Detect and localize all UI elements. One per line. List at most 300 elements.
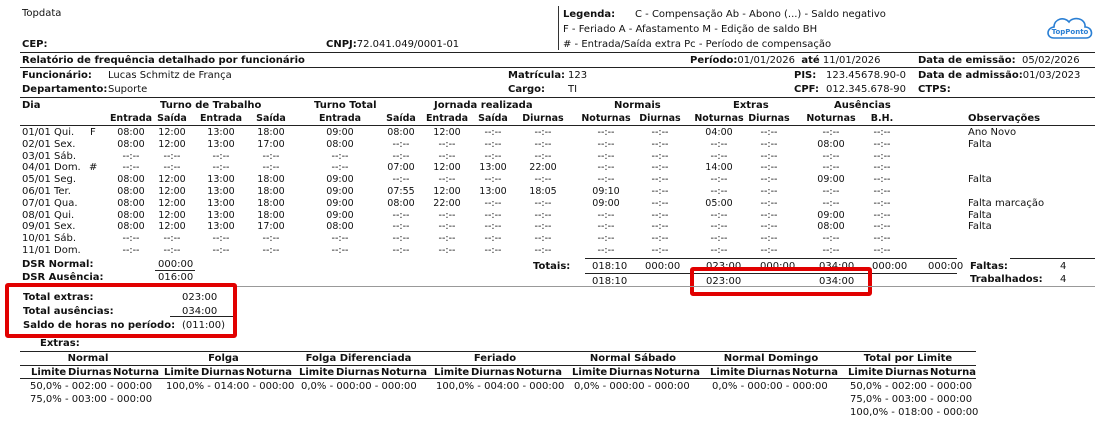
row-7-turno-entrada-1: 08:00 [117, 209, 145, 221]
divider-4 [20, 125, 1095, 126]
subheader-normais-diurnas: Noturnas [581, 113, 631, 124]
row-4-extras-diurnas: --:-- [710, 174, 728, 186]
col-turno-trabalho: Turno de Trabalho [160, 100, 262, 111]
row-5-jornada-saida-1: 12:00 [433, 186, 461, 197]
row-3-turno-saida-2: --:-- [262, 162, 280, 174]
row-9-turno-saida-1: --:-- [163, 233, 181, 245]
subheader-jornada-saida-1: Entrada [425, 113, 469, 124]
row-1-jornada-saida-1: --:-- [438, 138, 456, 150]
row-7-ausencias-noturnas: --:-- [873, 209, 891, 221]
row-6-jornada-entrada-2: --:-- [484, 197, 502, 209]
period-until: até [801, 55, 820, 66]
dsr-normal-value: 000:00 [158, 259, 194, 270]
employee-name: Lucas Schmitz de França [108, 70, 232, 81]
row-0-turno-saida-2: 18:00 [257, 127, 285, 138]
row-0-observacao: Ano Novo [968, 127, 1017, 138]
admission [918, 70, 1080, 81]
row-0-turno-total: 09:00 [326, 127, 354, 138]
employee-label: Funcionário: [22, 70, 92, 81]
row-8-jornada-saida-2: --:-- [534, 221, 552, 233]
row-8-extras-noturnas: --:-- [760, 221, 778, 233]
extras-group-4: Normal Sábado [589, 353, 677, 364]
row-2-jornada-entrada-2: --:-- [484, 150, 502, 162]
row-7-jornada-saida-1: --:-- [438, 209, 456, 221]
report-period [690, 55, 881, 66]
row-3-extras-diurnas: 14:00 [705, 162, 733, 174]
extras-row-0-3: 100,0% - 004:00 - 000:00 [436, 381, 565, 392]
row-5-turno-entrada-1: 08:00 [117, 186, 145, 197]
divider-1 [20, 52, 1095, 53]
saldo-label: Saldo de horas no período: [23, 320, 176, 331]
row-6-extras-noturnas: --:-- [760, 197, 778, 209]
row-3-ausencias-diurnas: --:-- [822, 162, 840, 174]
row-6-normais-noturnas: --:-- [651, 197, 669, 209]
totais-extras-noturnas: 000:00 [760, 261, 796, 272]
row-3-jornada-entrada-1: 07:00 [387, 162, 415, 174]
totais-bh: 000:00 [928, 261, 964, 272]
row-9-turno-entrada-2: --:-- [212, 233, 230, 245]
ctps-label: CTPS: [918, 84, 951, 95]
row-10-jornada-saida-2: --:-- [534, 245, 552, 256]
row-6-ausencias-noturnas: --:-- [873, 197, 891, 209]
total-ausencias-value: 034:00 [182, 306, 218, 317]
row-1-ausencias-noturnas: --:-- [873, 138, 891, 150]
row-1-turno-entrada-2: 13:00 [207, 138, 235, 150]
row-8-normais-noturnas: --:-- [651, 221, 669, 233]
row-0-ausencias-diurnas: --:-- [822, 127, 840, 138]
row-7-jornada-saida-2: --:-- [534, 209, 552, 221]
logo-text: TopPonto [1051, 28, 1089, 36]
row-7-turno-saida-2: 18:00 [257, 209, 285, 221]
row-1-observacao: Falta [968, 138, 992, 150]
highlight-totals [5, 283, 237, 338]
row-8-normais-diurnas: --:-- [597, 221, 615, 233]
row-7-turno-total: 09:00 [326, 209, 354, 221]
row-10-normais-diurnas: --:-- [597, 245, 615, 256]
row-3-jornada-saida-1: 12:00 [433, 162, 461, 174]
row-0-jornada-entrada-2: --:-- [484, 127, 502, 138]
company-name: Topdata [22, 8, 62, 19]
col-extras: Extras [733, 100, 769, 111]
row-4-ausencias-diurnas: 09:00 [817, 174, 845, 186]
row-8-turno-entrada-2: 13:00 [207, 221, 235, 233]
row-4-turno-entrada-1: 08:00 [117, 174, 145, 186]
row-5-jornada-entrada-2: 13:00 [479, 186, 507, 197]
row-7-jornada-entrada-1: --:-- [392, 209, 410, 221]
row-0-normais-noturnas: --:-- [651, 127, 669, 138]
row-6-turno-saida-1: 12:00 [158, 197, 186, 209]
row-9-ausencias-diurnas: --:-- [822, 233, 840, 245]
total-ausencias-label: Total ausências: [23, 306, 114, 317]
faltas-label: Faltas: [970, 261, 1008, 272]
totais-label: Totais: [533, 261, 571, 272]
row-8-turno-saida-2: 17:00 [257, 221, 285, 233]
extras-col-2-0: Limite [299, 367, 335, 378]
period-label: Período: [690, 55, 738, 66]
row-4-observacao: Falta [968, 174, 992, 186]
extras-col-2-1: Diurnas [336, 367, 380, 378]
extras-row-1-6: 75,0% - 003:00 - 000:00 [850, 394, 973, 405]
legend-line-2: F - Feriado A - Afastamento M - Edição de saldo BH [563, 24, 818, 35]
subheader-extras-noturnas: Diurnas [748, 113, 790, 124]
row-3-day: 04/01 Dom. [22, 162, 81, 174]
row-10-extras-noturnas: --:-- [760, 245, 778, 256]
row-7-normais-diurnas: --:-- [597, 209, 615, 221]
row-4-normais-diurnas: --:-- [597, 174, 615, 186]
row-10-jornada-entrada-2: --:-- [484, 245, 502, 256]
cargo-value: TI [568, 84, 578, 95]
row-9-normais-diurnas: --:-- [597, 233, 615, 245]
extras-divider [20, 351, 976, 352]
col-normais: Normais [614, 100, 661, 111]
totais-extras-diurnas: 023:00 [706, 261, 742, 272]
row-1-normais-noturnas: --:-- [651, 138, 669, 150]
extras-group-2: Folga Diferenciada [305, 353, 412, 364]
row-5-normais-diurnas: 09:10 [592, 186, 620, 197]
total-extras-label: Total extras: [23, 292, 94, 303]
row-3-ausencias-noturnas: --:-- [873, 162, 891, 174]
row-8-observacao: Falta [968, 221, 992, 233]
extras-group-6: Total por Limite [863, 353, 953, 364]
trabalhados-value: 4 [1060, 274, 1067, 285]
row-1-normais-diurnas: --:-- [597, 138, 615, 150]
extras-subheader-line [20, 378, 976, 379]
highlight-extras-ausencias [690, 267, 872, 296]
faltas-topline [1010, 258, 1095, 259]
row-4-jornada-saida-1: --:-- [438, 174, 456, 186]
extras-col-3-1: Diurnas [471, 367, 515, 378]
totais-ausencias-noturnas: 000:00 [872, 261, 908, 272]
row-9-turno-total: --:-- [331, 233, 349, 245]
emission-date: 05/02/2026 [1022, 55, 1080, 66]
row-9-jornada-saida-2: --:-- [534, 233, 552, 245]
row-2-turno-entrada-1: --:-- [122, 150, 140, 162]
row-5-extras-diurnas: --:-- [710, 186, 728, 197]
extras-col-3-2: Noturna [516, 367, 562, 378]
row-4-turno-total: 09:00 [326, 174, 354, 186]
row-3-normais-diurnas: --:-- [597, 162, 615, 174]
extras-col-5-0: Limite [710, 367, 746, 378]
row-4-extras-noturnas: --:-- [760, 174, 778, 186]
row-7-ausencias-diurnas: 09:00 [817, 209, 845, 221]
admission-date: 01/03/2023 [1022, 70, 1081, 81]
row-10-turno-entrada-1: --:-- [122, 245, 140, 256]
row-1-jornada-entrada-1: --:-- [392, 138, 410, 150]
extras-row-2-6: 100,0% - 018:00 - 000:00 [850, 407, 979, 418]
totais-normais-diurnas: 018:10 [592, 261, 628, 272]
cnpj-value: 72.041.049/0001-01 [356, 39, 460, 50]
row-0-jornada-saida-1: 12:00 [433, 127, 461, 138]
saldo-value: (011:00) [182, 320, 225, 331]
extras-row-0-6: 50,0% - 002:00 - 000:00 [850, 381, 973, 392]
row-7-normais-noturnas: --:-- [651, 209, 669, 221]
row-2-normais-diurnas: --:-- [597, 150, 615, 162]
department-value: Suporte [108, 84, 148, 95]
row-8-jornada-entrada-1: --:-- [392, 221, 410, 233]
pis-value: 123.45678.90-0 [826, 70, 906, 81]
extras-section-label: Extras: [40, 338, 80, 349]
cpf-label: CPF: [794, 84, 819, 95]
row-1-ausencias-diurnas: 08:00 [817, 138, 845, 150]
totais-normais-second: 018:10 [592, 276, 628, 287]
row-8-jornada-entrada-2: --:-- [484, 221, 502, 233]
row-3-jornada-entrada-2: 13:00 [479, 162, 507, 174]
row-2-ausencias-noturnas: --:-- [873, 150, 891, 162]
row-3-jornada-saida-2: 22:00 [529, 162, 557, 174]
row-5-ausencias-noturnas: --:-- [873, 186, 891, 197]
row-0-turno-entrada-2: 13:00 [207, 127, 235, 138]
row-10-turno-total: --:-- [331, 245, 349, 256]
subheader-turno-entrada-2: Entrada [199, 113, 243, 124]
subheader-normais-noturnas: Diurnas [639, 113, 681, 124]
subheader-ausencias-diurnas: Noturnas [806, 113, 856, 124]
row-2-turno-total: --:-- [331, 150, 349, 162]
row-10-normais-noturnas: --:-- [651, 245, 669, 256]
extras-row-0-5: 0,0% - 000:00 - 000:00 [712, 381, 828, 392]
row-10-turno-entrada-2: --:-- [212, 245, 230, 256]
extras-row-0-4: 0,0% - 000:00 - 000:00 [574, 381, 690, 392]
row-10-extras-diurnas: --:-- [710, 245, 728, 256]
row-4-jornada-entrada-2: --:-- [484, 174, 502, 186]
row-9-normais-noturnas: --:-- [651, 233, 669, 245]
row-9-day: 10/01 Sáb. [22, 233, 76, 245]
row-10-ausencias-diurnas: --:-- [822, 245, 840, 256]
row-6-turno-total: 09:00 [326, 197, 354, 209]
subheader-jornada-entrada-2: Saída [478, 113, 508, 124]
cpf-value: 012.345.678-90 [826, 84, 906, 95]
row-0-extras-noturnas: --:-- [760, 127, 778, 138]
row-3-turno-entrada-2: --:-- [212, 162, 230, 174]
row-0-day: 01/01 Qui. [22, 127, 75, 138]
row-5-turno-saida-2: 18:00 [257, 186, 285, 197]
row-5-turno-total: 09:00 [326, 186, 354, 197]
dsr-ausencia-label: DSR Ausência: [22, 272, 104, 283]
extras-col-0-2: Noturna [113, 367, 159, 378]
row-4-normais-noturnas: --:-- [651, 174, 669, 186]
subheader-turno-total: Entrada [318, 113, 362, 124]
extras-col-4-1: Diurnas [609, 367, 653, 378]
row-5-day: 06/01 Ter. [22, 186, 71, 197]
row-2-jornada-entrada-1: --:-- [392, 150, 410, 162]
totais-ausencias-second: 034:00 [819, 276, 855, 287]
totais-ausencias-diurnas: 034:00 [819, 261, 855, 272]
row-8-turno-entrada-1: 08:00 [117, 221, 145, 233]
row-5-turno-entrada-2: 13:00 [207, 186, 235, 197]
row-5-jornada-entrada-1: 07:55 [387, 186, 415, 197]
extras-row-0-2: 0,0% - 000:00 - 000:00 [301, 381, 417, 392]
row-2-jornada-saida-2: --:-- [534, 150, 552, 162]
extras-row-1-0: 75,0% - 003:00 - 000:00 [30, 394, 153, 405]
total-extras-value: 023:00 [182, 292, 218, 303]
row-1-jornada-saida-2: --:-- [534, 138, 552, 150]
row-3-turno-saida-1: --:-- [163, 162, 181, 174]
legend-line-1: C - Compensação Ab - Abono (...) - Saldo negativo [635, 9, 886, 20]
row-5-ausencias-diurnas: --:-- [822, 186, 840, 197]
row-2-turno-entrada-2: --:-- [212, 150, 230, 162]
extras-col-0-0: Limite [31, 367, 67, 378]
extras-group-3: Feriado [473, 353, 517, 364]
row-2-jornada-saida-1: --:-- [438, 150, 456, 162]
topponto-logo [1044, 12, 1096, 46]
row-3-turno-entrada-1: --:-- [122, 162, 140, 174]
totais-normais-noturnas: 000:00 [645, 261, 681, 272]
row-4-jornada-saida-2: --:-- [534, 174, 552, 186]
report-title: Relatório de frequência detalhado por funcionário [22, 55, 305, 66]
row-4-turno-entrada-2: 13:00 [207, 174, 235, 186]
row-9-jornada-entrada-2: --:-- [484, 233, 502, 245]
faltas-value: 4 [1060, 261, 1067, 272]
extras-col-6-0: Limite [848, 367, 884, 378]
row-6-jornada-entrada-1: 08:00 [387, 197, 415, 209]
row-7-extras-diurnas: --:-- [710, 209, 728, 221]
row-7-turno-entrada-2: 13:00 [207, 209, 235, 221]
emission-label: Data de emissão: [918, 55, 1016, 66]
row-2-day: 03/01 Sáb. [22, 150, 76, 162]
extras-col-4-0: Limite [572, 367, 608, 378]
row-8-ausencias-noturnas: --:-- [873, 221, 891, 233]
row-4-jornada-entrada-1: --:-- [392, 174, 410, 186]
cnpj-field [326, 39, 459, 50]
extras-group-1: Folga [208, 353, 239, 364]
row-8-jornada-saida-1: --:-- [438, 221, 456, 233]
row-10-ausencias-noturnas: --:-- [873, 245, 891, 256]
extras-col-3-0: Limite [434, 367, 470, 378]
row-0-flag: F [90, 127, 96, 138]
period-end: 11/01/2026 [822, 55, 881, 66]
trabalhados-label: Trabalhados: [970, 274, 1043, 285]
extras-row-0-0: 50,0% - 002:00 - 000:00 [30, 381, 153, 392]
row-6-observacao: Falta marcação [968, 197, 1045, 209]
row-10-turno-saida-1: --:-- [163, 245, 181, 256]
row-2-extras-diurnas: --:-- [710, 150, 728, 162]
matricula-label: Matrícula: [508, 70, 566, 81]
extras-group-0: Normal [67, 353, 109, 364]
row-7-day: 08/01 Qui. [22, 209, 75, 221]
row-2-extras-noturnas: --:-- [760, 150, 778, 162]
row-10-turno-saida-2: --:-- [262, 245, 280, 256]
legend-label: Legenda: [563, 9, 616, 20]
row-8-extras-diurnas: --:-- [710, 221, 728, 233]
row-1-turno-entrada-1: 08:00 [117, 138, 145, 150]
row-3-flag: # [89, 162, 98, 174]
row-6-turno-entrada-2: 13:00 [207, 197, 235, 209]
extras-col-1-1: Diurnas [201, 367, 245, 378]
row-4-day: 05/01 Seg. [22, 174, 77, 186]
row-0-ausencias-noturnas: --:-- [873, 127, 891, 138]
extras-col-1-0: Limite [164, 367, 200, 378]
row-5-jornada-saida-2: 18:05 [529, 186, 557, 197]
row-2-turno-saida-1: --:-- [163, 150, 181, 162]
row-3-extras-noturnas: --:-- [760, 162, 778, 174]
row-7-extras-noturnas: --:-- [760, 209, 778, 221]
row-0-jornada-saida-2: --:-- [534, 127, 552, 138]
matricula-value: 123 [568, 70, 588, 81]
row-3-turno-total: --:-- [331, 162, 349, 174]
row-9-extras-diurnas: --:-- [710, 233, 728, 245]
row-6-turno-entrada-1: 08:00 [117, 197, 145, 209]
subheader-jornada-entrada-1: Saída [386, 113, 416, 124]
row-7-jornada-entrada-2: --:-- [484, 209, 502, 221]
row-10-jornada-saida-1: --:-- [438, 245, 456, 256]
row-5-extras-noturnas: --:-- [760, 186, 778, 197]
row-7-observacao: Falta [968, 209, 992, 221]
row-6-day: 07/01 Qua. [22, 197, 78, 209]
row-9-turno-entrada-1: --:-- [122, 233, 140, 245]
row-6-jornada-saida-2: --:-- [534, 197, 552, 209]
row-5-normais-noturnas: --:-- [651, 186, 669, 197]
department-label: Departamento: [22, 84, 108, 95]
row-1-turno-saida-1: 12:00 [158, 138, 186, 150]
row-8-day: 09/01 Sex. [22, 221, 76, 233]
row-9-jornada-saida-1: --:-- [438, 233, 456, 245]
col-dia: Dia [22, 100, 41, 111]
divider-2 [20, 67, 1095, 68]
extras-col-6-2: Noturna [930, 367, 976, 378]
subheader-turno-entrada-1: Entrada [109, 113, 153, 124]
row-4-ausencias-noturnas: --:-- [873, 174, 891, 186]
row-8-ausencias-diurnas: 08:00 [817, 221, 845, 233]
row-2-turno-saida-2: --:-- [262, 150, 280, 162]
extras-col-5-2: Noturna [792, 367, 838, 378]
legend-line-3: # - Entrada/Saída extra Pc - Período de compensação [563, 39, 832, 50]
row-10-day: 11/01 Dom. [22, 245, 81, 256]
subheader-jornada-saida-2: Diurnas [522, 113, 564, 124]
row-4-turno-saida-1: 12:00 [158, 174, 186, 186]
row-0-extras-diurnas: 04:00 [705, 127, 733, 138]
cargo-label: Cargo: [508, 84, 546, 95]
extras-col-4-2: Noturna [654, 367, 700, 378]
row-3-normais-noturnas: --:-- [651, 162, 669, 174]
divider-3 [20, 97, 1095, 98]
extras-header-line [20, 365, 976, 366]
row-9-ausencias-noturnas: --:-- [873, 233, 891, 245]
row-6-jornada-saida-1: 22:00 [433, 197, 461, 209]
subheader-extras-diurnas: Noturnas [694, 113, 744, 124]
cep-label: CEP: [22, 39, 48, 50]
pis-label: PIS: [794, 70, 817, 81]
row-1-day: 02/01 Sex. [22, 138, 76, 150]
extras-col-1-2: Noturna [246, 367, 292, 378]
row-10-jornada-entrada-1: --:-- [392, 245, 410, 256]
row-9-extras-noturnas: --:-- [760, 233, 778, 245]
subheader-observacoes: Observações [968, 113, 1041, 124]
row-4-turno-saida-2: 18:00 [257, 174, 285, 186]
row-6-normais-diurnas: 09:00 [592, 197, 620, 209]
extras-col-5-1: Diurnas [747, 367, 791, 378]
col-jornada: Jornada realizada [434, 100, 533, 111]
emission [918, 55, 1080, 66]
extras-col-6-1: Diurnas [885, 367, 929, 378]
dsr-normal-label: DSR Normal: [22, 259, 94, 270]
col-turno-total: Turno Total [314, 100, 377, 111]
row-5-turno-saida-1: 12:00 [158, 186, 186, 197]
row-2-ausencias-diurnas: --:-- [822, 150, 840, 162]
row-9-turno-saida-2: --:-- [262, 233, 280, 245]
extras-col-0-1: Diurnas [68, 367, 112, 378]
dsr-ausencia-value: 016:00 [158, 272, 194, 283]
cnpj-label: CNPJ: [326, 39, 357, 50]
totais-topline [585, 258, 957, 259]
extras-group-5: Normal Domingo [723, 353, 819, 364]
row-1-jornada-entrada-2: --:-- [484, 138, 502, 150]
row-8-turno-total: 08:00 [326, 221, 354, 233]
row-2-normais-noturnas: --:-- [651, 150, 669, 162]
subheader-turno-saida-2: Saída [256, 113, 286, 124]
extras-col-2-2: Noturna [381, 367, 427, 378]
extras-row-0-1: 100,0% - 014:00 - 000:00 [166, 381, 295, 392]
col-ausencias: Ausências [834, 100, 891, 111]
row-9-jornada-entrada-1: --:-- [392, 233, 410, 245]
